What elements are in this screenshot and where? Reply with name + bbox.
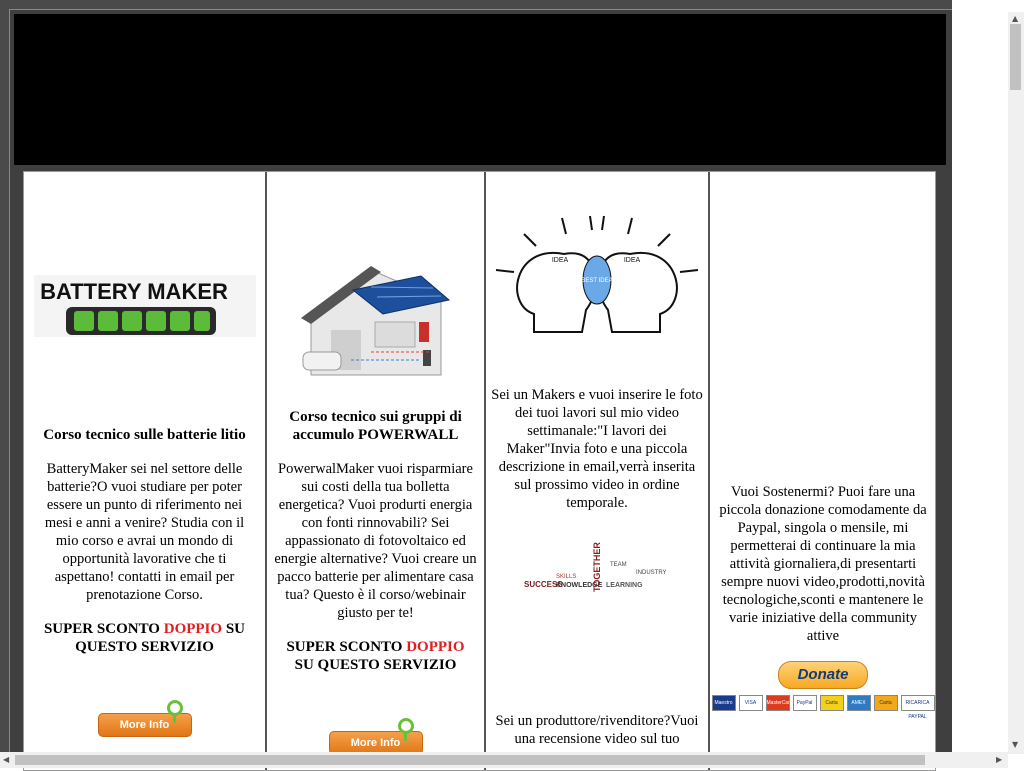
svg-text:BEST IDEA: BEST IDEA [581,278,613,284]
battery-course-description: BatteryMaker sei nel settore delle batterie?O vuoi studiare per poter essere un punto di riferimento nei mesi e anni a venire? Studia con il mio corso e avrai un mondo di opportunità lavorative che ti aspettano! contatti in email per prenotazione Corso. [44,461,245,603]
carta-card-icon-2: Carta [874,695,898,711]
svg-text:SUCCESS: SUCCESS [524,580,563,589]
payment-cards [710,695,936,720]
paypal-donate-button[interactable]: Donate [778,661,868,689]
svg-text:TEAM: TEAM [610,562,627,568]
header-banner [14,14,946,165]
magnifier-icon [398,718,414,734]
powerwall-course-description: PowerwalMaker vuoi risparmiare sui costi della tua bolletta energetica? Vuoi produrti energia con fonti rinnovabili? Sei appassionato di fotovoltaico ed energie alternative? Vuoi creare un pacco batterie per alimentare casa tua? Questo è il corso/webinair giusto per te! [274,461,477,621]
word-cloud-image [486,542,708,599]
content-table [23,171,936,771]
scroll-right-icon[interactable]: ▶ [996,755,1003,764]
column-powerwall-course [267,172,486,770]
svg-text:KNOWLEDGE: KNOWLEDGE [556,582,603,589]
carta-card-icon: Carta [820,695,844,711]
visa-card-icon: VISA [739,695,763,711]
scroll-up-icon[interactable]: ▲ [1012,14,1019,23]
powerwall-course-title: Corso tecnico sui gruppi di accumulo POWERWALL [289,409,462,443]
solar-house-image [267,260,484,393]
magnifier-icon [167,700,183,716]
vertical-scroll-thumb[interactable] [1010,24,1021,90]
logo-text: BATTERY MAKER [39,279,228,304]
svg-text:LEARNING: LEARNING [606,582,643,589]
makers-description: Sei un Makers e vuoi inserire le foto dei tuoi lavori sul mio video settimanale:"I lavori dei Maker"Invia foto e una piccola descrizione in email,verrà inserita sul prossimo video in ordine temporale. [491,387,703,511]
idea-bulbs-image [486,214,708,347]
amex-card-icon: AMEX [847,695,871,711]
scroll-left-icon[interactable]: ◀ [3,755,10,764]
svg-text:IDEA: IDEA [623,257,641,264]
battery-course-title: Corso tecnico sulle batterie litio [43,427,246,443]
maestro-card-icon: Maestro [712,695,736,711]
svg-text:INDUSTRY: INDUSTRY [636,570,667,576]
powerwall-promo: SUPER SCONTO DOPPIO SU QUESTO SERVIZIO [286,639,465,673]
column-makers [486,172,710,770]
column-battery-course [24,172,267,770]
svg-text:TOGETHER: TOGETHER [592,542,602,592]
horizontal-scroll-thumb[interactable] [15,755,925,765]
scroll-down-icon[interactable]: ▼ [1012,740,1019,749]
column-support [710,172,936,770]
powerwall-more-info-button[interactable]: More Info [329,731,423,755]
battery-more-info-button[interactable]: More Info [98,713,192,737]
paypal-card-icon: PayPal [793,695,817,711]
mastercard-icon: MasterCard [766,695,790,711]
svg-text:IDEA: IDEA [551,257,569,264]
producer-review-text: Sei un produttore/rivenditore?Vuoi una recensione video sul tuo [495,713,699,747]
ricarica-paypal-icon: RICARICA PAYPAL [901,695,935,711]
svg-text:SKILLS: SKILLS [556,574,577,580]
support-description: Vuoi Sostenermi? Puoi fare una piccola donazione comodamente da Paypal, singola o mensile, mi permetterai di continuare la mia attività giornaliera,di presentarti sempre nuovi video,prodotti,novità tecnologiche,sconti e mantenere le varie iniziative della community attive [719,484,927,644]
battery-maker-logo [24,275,265,342]
battery-promo: SUPER SCONTO DOPPIO SU QUESTO SERVIZIO [43,621,246,655]
vertical-scrollbar[interactable] [1008,12,1024,754]
horizontal-scrollbar[interactable] [0,752,1008,768]
